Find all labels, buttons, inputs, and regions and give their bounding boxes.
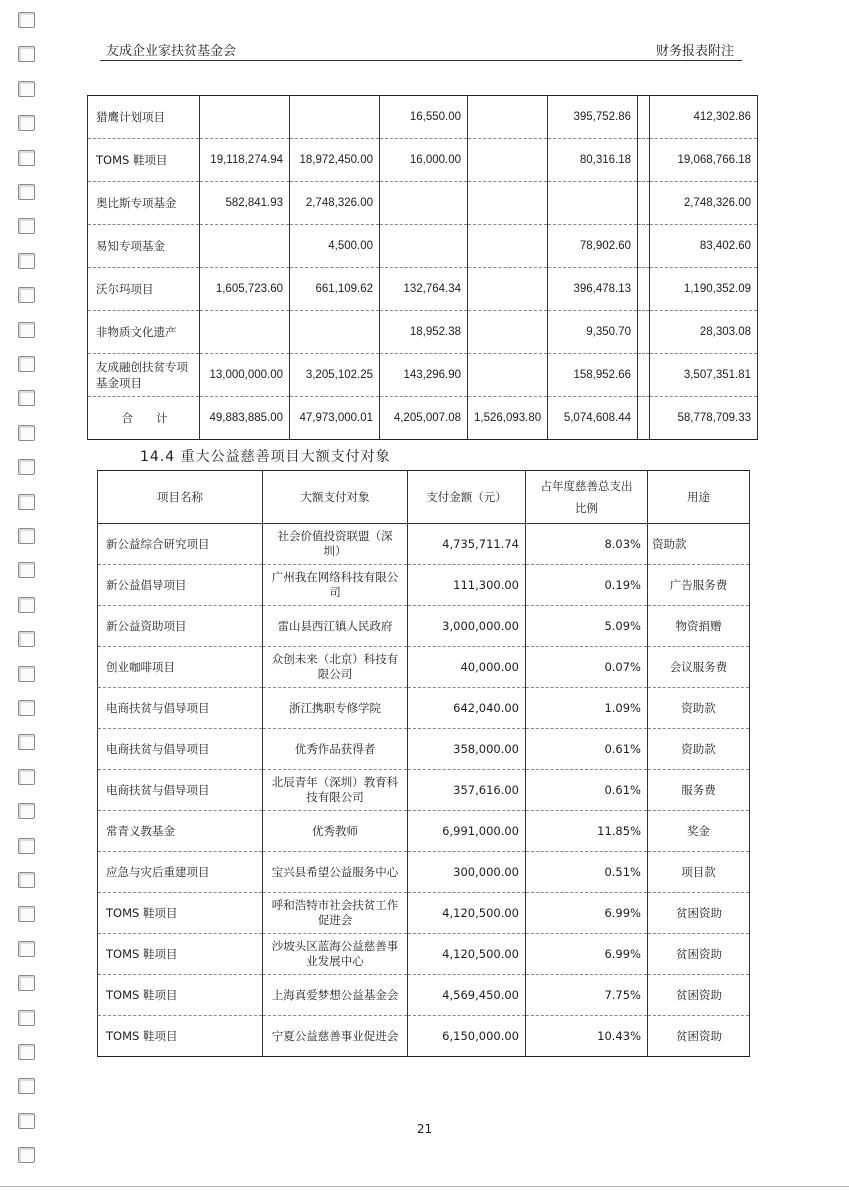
- binder-hole: [18, 631, 35, 647]
- table-cell: 40,000.00: [408, 647, 526, 688]
- table-cell: [548, 182, 638, 225]
- row-label: 沃尔玛项目: [88, 268, 200, 311]
- table-row: [98, 770, 750, 811]
- table-cell: 广州我在网络科技有限公司: [263, 565, 408, 606]
- row-label: 应急与灾后重建项目: [98, 852, 263, 893]
- table-spacer-cell: [638, 139, 650, 182]
- table-row: [98, 688, 750, 729]
- table-cell: 优秀教师: [263, 811, 408, 852]
- table-cell: 158,952.66: [548, 354, 638, 397]
- binder-hole: [18, 1147, 35, 1163]
- table-cell: [468, 139, 548, 182]
- section-title: 14.4 重大公益慈善项目大额支付对象: [140, 449, 391, 465]
- table-row: [98, 729, 750, 770]
- row-label: TOMS 鞋项目: [98, 1016, 263, 1057]
- row-label: 猎鹰计划项目: [88, 96, 200, 139]
- bottom-edge: [0, 1186, 849, 1187]
- table-cell: 18,952.38: [380, 311, 468, 354]
- table-cell: 贫困资助: [648, 975, 750, 1016]
- table-spacer-cell: [638, 397, 650, 440]
- table-cell: 上海真爱梦想公益基金会: [263, 975, 408, 1016]
- table-cell: [380, 182, 468, 225]
- table-cell: 19,118,274.94: [200, 139, 290, 182]
- binder-hole: [18, 150, 35, 166]
- binder-hole: [18, 115, 35, 131]
- table-spacer-cell: [638, 354, 650, 397]
- table-cell: 111,300.00: [408, 565, 526, 606]
- table-spacer-cell: [638, 96, 650, 139]
- table-row: [88, 139, 758, 182]
- row-label: 非物质文化遗产: [88, 311, 200, 354]
- binder-hole: [18, 975, 35, 991]
- table-cell: 1,605,723.60: [200, 268, 290, 311]
- row-label: 常青义教基金: [98, 811, 263, 852]
- table-cell: 2,748,326.00: [650, 182, 758, 225]
- table-cell: 0.61%: [526, 770, 648, 811]
- table-spacer-cell: [638, 182, 650, 225]
- table-cell: 357,616.00: [408, 770, 526, 811]
- table-cell: [380, 225, 468, 268]
- table-cell: 28,303.08: [650, 311, 758, 354]
- binder-hole: [18, 838, 35, 854]
- table-cell: 3,507,351.81: [650, 354, 758, 397]
- table-cell: 北辰青年（深圳）教育科技有限公司: [263, 770, 408, 811]
- row-label: TOMS 鞋项目: [88, 139, 200, 182]
- table-row: [98, 811, 750, 852]
- row-label: 奥比斯专项基金: [88, 182, 200, 225]
- table-cell: 5,074,608.44: [548, 397, 638, 440]
- table-cell: [468, 354, 548, 397]
- table-row: [88, 182, 758, 225]
- table-cell: 2,748,326.00: [290, 182, 380, 225]
- table-row: [98, 1016, 750, 1057]
- table-row: [88, 225, 758, 268]
- table-cell: 会议服务费: [648, 647, 750, 688]
- table-cell: [200, 96, 290, 139]
- table-header-row: [98, 471, 750, 524]
- binder-hole: [18, 184, 35, 200]
- binder-hole: [18, 1044, 35, 1060]
- binder-hole: [18, 597, 35, 613]
- table-cell: 3,205,102.25: [290, 354, 380, 397]
- column-header: 支付金额（元）: [408, 471, 526, 524]
- table-cell: 300,000.00: [408, 852, 526, 893]
- table-cell: 物资捐赠: [648, 606, 750, 647]
- table-cell: 3,000,000.00: [408, 606, 526, 647]
- table-cell: 资助款: [648, 688, 750, 729]
- table-cell: 资助款: [648, 524, 750, 565]
- table-cell: [290, 311, 380, 354]
- table-cell: 642,040.00: [408, 688, 526, 729]
- table-cell: 49,883,885.00: [200, 397, 290, 440]
- table-cell: 雷山县西江镇人民政府: [263, 606, 408, 647]
- table-cell: [468, 311, 548, 354]
- table-row: [88, 96, 758, 139]
- table-cell: 服务费: [648, 770, 750, 811]
- table-cell: 奖金: [648, 811, 750, 852]
- row-label: 新公益倡导项目: [98, 565, 263, 606]
- binder-hole: [18, 390, 35, 406]
- binder-hole: [18, 425, 35, 441]
- table-cell: [200, 311, 290, 354]
- table-cell: 宝兴县希望公益服务中心: [263, 852, 408, 893]
- binder-hole: [18, 459, 35, 475]
- table-cell: 58,778,709.33: [650, 397, 758, 440]
- table-row: [98, 934, 750, 975]
- row-label: 电商扶贫与倡导项目: [98, 729, 263, 770]
- binder-hole: [18, 218, 35, 234]
- row-label: TOMS 鞋项目: [98, 934, 263, 975]
- binder-holes: [18, 0, 38, 1200]
- table-cell: [468, 225, 548, 268]
- binder-hole: [18, 872, 35, 888]
- row-label: 创业咖啡项目: [98, 647, 263, 688]
- table-row: [98, 975, 750, 1016]
- table-cell: 396,478.13: [548, 268, 638, 311]
- binder-hole: [18, 356, 35, 372]
- binder-hole: [18, 769, 35, 785]
- table-cell: 4,500.00: [290, 225, 380, 268]
- table-cell: 6.99%: [526, 934, 648, 975]
- table-cell: 83,402.60: [650, 225, 758, 268]
- row-label: 电商扶贫与倡导项目: [98, 688, 263, 729]
- table-cell: 沙坡头区蓝海公益慈善事业发展中心: [263, 934, 408, 975]
- table-cell: 贫困资助: [648, 1016, 750, 1057]
- table-row: [98, 606, 750, 647]
- table-cell: 4,569,450.00: [408, 975, 526, 1016]
- table-cell: 143,296.90: [380, 354, 468, 397]
- table-cell: 18,972,450.00: [290, 139, 380, 182]
- table-row: [98, 524, 750, 565]
- table-cell: 0.51%: [526, 852, 648, 893]
- row-label: 新公益资助项目: [98, 606, 263, 647]
- binder-hole: [18, 46, 35, 62]
- table-cell: 358,000.00: [408, 729, 526, 770]
- binder-hole: [18, 1078, 35, 1094]
- table-cell: 16,550.00: [380, 96, 468, 139]
- table-cell: 众创未来（北京）科技有限公司: [263, 647, 408, 688]
- binder-hole: [18, 81, 35, 97]
- row-label: 新公益综合研究项目: [98, 524, 263, 565]
- table-cell: 0.19%: [526, 565, 648, 606]
- table-spacer-cell: [638, 268, 650, 311]
- table-cell: 4,120,500.00: [408, 934, 526, 975]
- table-row: [88, 311, 758, 354]
- column-header: 大额支付对象: [263, 471, 408, 524]
- table-cell: 贫困资助: [648, 934, 750, 975]
- header-doc-title: 财务报表附注: [655, 44, 734, 59]
- table-cell: [468, 182, 548, 225]
- binder-hole: [18, 253, 35, 269]
- table-cell: 9,350.70: [548, 311, 638, 354]
- binder-hole: [18, 287, 35, 303]
- payment-table: [97, 470, 750, 1057]
- table-cell: 6,150,000.00: [408, 1016, 526, 1057]
- table-cell: 5.09%: [526, 606, 648, 647]
- table-cell: 1.09%: [526, 688, 648, 729]
- table-cell: 582,841.93: [200, 182, 290, 225]
- table-cell: 宁夏公益慈善事业促进会: [263, 1016, 408, 1057]
- table-spacer-cell: [638, 225, 650, 268]
- table-cell: 11.85%: [526, 811, 648, 852]
- table-cell: 4,205,007.08: [380, 397, 468, 440]
- table-cell: 19,068,766.18: [650, 139, 758, 182]
- table-cell: 贫困资助: [648, 893, 750, 934]
- table-cell: 0.61%: [526, 729, 648, 770]
- binder-hole: [18, 941, 35, 957]
- table-cell: 1,190,352.09: [650, 268, 758, 311]
- table-cell: 16,000.00: [380, 139, 468, 182]
- column-header: 占年度慈善总支出比例: [526, 471, 648, 524]
- fund-table: [87, 95, 758, 440]
- table-row: [98, 852, 750, 893]
- table-cell: 13,000,000.00: [200, 354, 290, 397]
- binder-hole: [18, 12, 35, 28]
- binder-hole: [18, 1010, 35, 1026]
- table-row: [88, 397, 758, 440]
- table-cell: 10.43%: [526, 1016, 648, 1057]
- table-cell: 80,316.18: [548, 139, 638, 182]
- page-header: [100, 34, 742, 61]
- table-cell: 4,120,500.00: [408, 893, 526, 934]
- row-label: TOMS 鞋项目: [98, 893, 263, 934]
- table-cell: 优秀作品获得者: [263, 729, 408, 770]
- binder-hole: [18, 803, 35, 819]
- table-cell: 社会价值投资联盟（深圳）: [263, 524, 408, 565]
- table-cell: 132,764.34: [380, 268, 468, 311]
- table-cell: 6.99%: [526, 893, 648, 934]
- binder-hole: [18, 700, 35, 716]
- row-label: 电商扶贫与倡导项目: [98, 770, 263, 811]
- table-cell: [468, 96, 548, 139]
- table-cell: 661,109.62: [290, 268, 380, 311]
- row-label: 易知专项基金: [88, 225, 200, 268]
- table-cell: 8.03%: [526, 524, 648, 565]
- table-row: [98, 893, 750, 934]
- row-label: 合 计: [88, 397, 200, 440]
- table-cell: 7.75%: [526, 975, 648, 1016]
- table-cell: [200, 225, 290, 268]
- column-header: 用途: [648, 471, 750, 524]
- table-cell: 项目款: [648, 852, 750, 893]
- binder-hole: [18, 906, 35, 922]
- table-cell: 呼和浩特市社会扶贫工作促进会: [263, 893, 408, 934]
- table-cell: 浙江携职专修学院: [263, 688, 408, 729]
- page-number: 21: [416, 1122, 433, 1136]
- column-header: 项目名称: [98, 471, 263, 524]
- table-cell: 4,735,711.74: [408, 524, 526, 565]
- binder-hole: [18, 322, 35, 338]
- table-cell: [290, 96, 380, 139]
- table-cell: 资助款: [648, 729, 750, 770]
- table-cell: 412,302.86: [650, 96, 758, 139]
- table-cell: 6,991,000.00: [408, 811, 526, 852]
- table-spacer-cell: [638, 311, 650, 354]
- table-row: [88, 354, 758, 397]
- table-cell: 395,752.86: [548, 96, 638, 139]
- row-label: 友成融创扶贫专项基金项目: [88, 354, 200, 397]
- table-cell: 广告服务费: [648, 565, 750, 606]
- table-row: [98, 647, 750, 688]
- table-cell: 78,902.60: [548, 225, 638, 268]
- table-cell: [468, 268, 548, 311]
- binder-hole: [18, 734, 35, 750]
- binder-hole: [18, 494, 35, 510]
- binder-hole: [18, 666, 35, 682]
- table-cell: 0.07%: [526, 647, 648, 688]
- row-label: TOMS 鞋项目: [98, 975, 263, 1016]
- header-org: 友成企业家扶贫基金会: [106, 44, 237, 59]
- binder-hole: [18, 528, 35, 544]
- table-row: [88, 268, 758, 311]
- table-cell: 47,973,000.01: [290, 397, 380, 440]
- table-row: [98, 565, 750, 606]
- binder-hole: [18, 562, 35, 578]
- table-cell: 1,526,093.80: [468, 397, 548, 440]
